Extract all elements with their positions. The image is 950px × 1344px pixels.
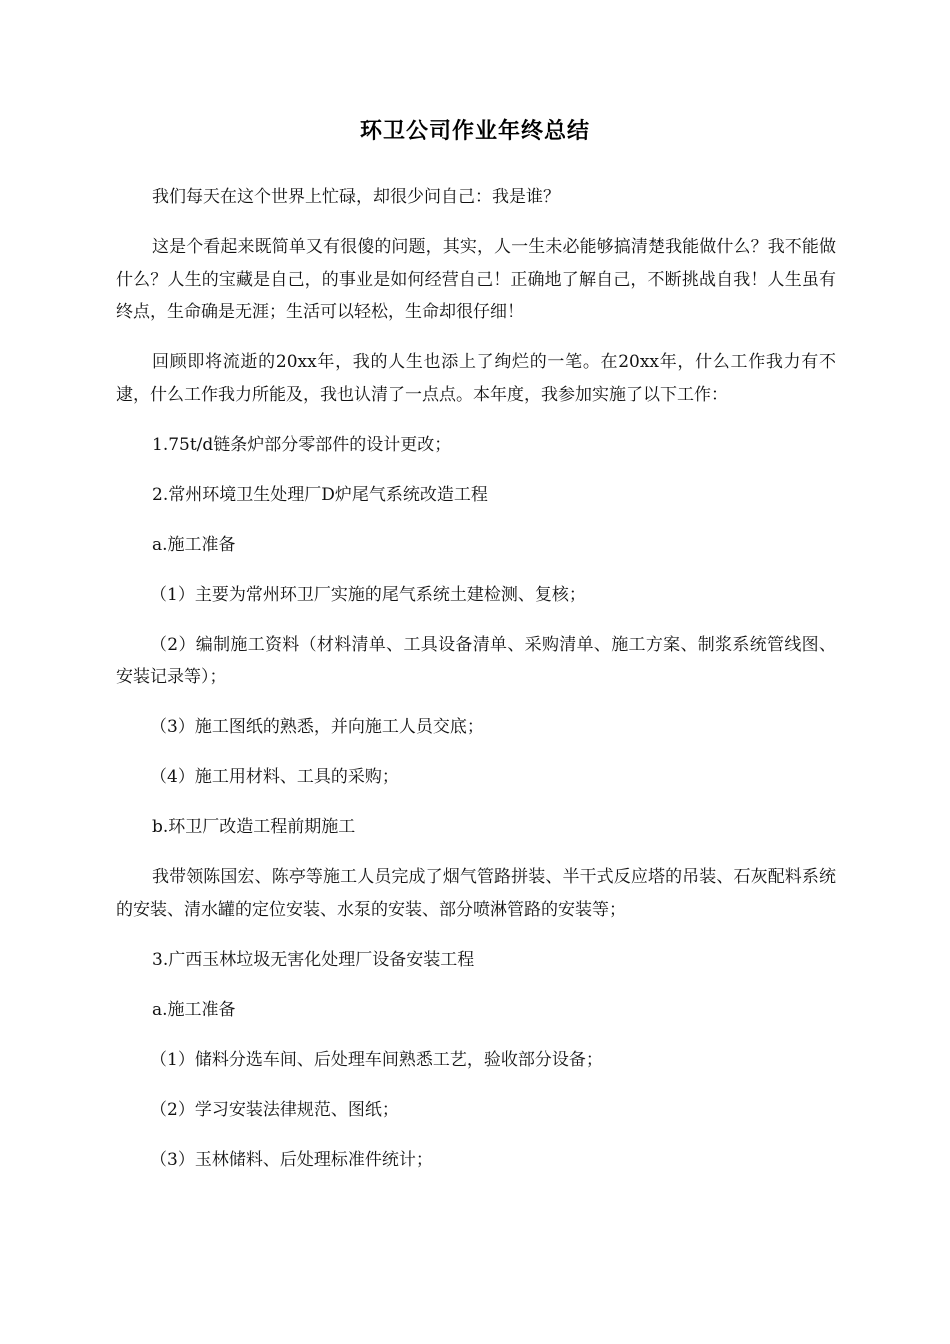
sub-item-2b: （2）学习安装法律规范、图纸； — [150, 1099, 399, 1120]
sub-item-1: （1）主要为常州环卫厂实施的尾气系统土建检测、复核； — [150, 584, 586, 605]
paragraph-self-reflection: 这是个看起来既简单又有很傻的问题，其实，人一生未必能够搞清楚我能做什么？我不能做什么？人生的宝藏是自己，的事业是如何经营自己！正确地了解自己，不断挑战自我！人生虽有终点，生命确是无涯；生活可以轻松，生命却很仔细！ — [116, 237, 836, 322]
subheading-b-early-construction: b.环卫厂改造工程前期施工 — [152, 817, 356, 837]
sub-item-2: （2）编制施工资料（材料清单、工具设备清单、采购清单、施工方案、制浆系统管线图、安装记录等）； — [116, 634, 836, 687]
sub-item-1b: （1）储料分选车间、后处理车间熟悉工艺，验收部分设备； — [150, 1049, 603, 1070]
list-item-3: 3.广西玉林垃圾无害化处理厂设备安装工程 — [152, 949, 475, 970]
sub-item-3b: （3）玉林储料、后处理标准件统计； — [150, 1149, 433, 1170]
list-item-2: 2.常州环境卫生处理厂D炉尾气系统改造工程 — [152, 484, 488, 505]
subheading-a-preparation-2: a.施工准备 — [152, 999, 236, 1020]
sub-item-3: （3）施工图纸的熟悉，并向施工人员交底； — [150, 717, 484, 737]
sub-item-4: （4）施工用材料、工具的采购； — [150, 767, 399, 787]
subheading-a-preparation: a.施工准备 — [152, 534, 236, 555]
paragraph-year-review: 回顾即将流逝的20xx年，我的人生也添上了绚烂的一笔。在20xx年，什么工作我力有不逮，什么工作我力所能及，我也认清了一点点。本年度，我参加实施了以下工作： — [116, 352, 836, 405]
document-title: 环卫公司作业年终总结 — [359, 119, 590, 144]
document-body — [116, 181, 836, 1194]
paragraph-intro-question: 我们每天在这个世界上忙碌，却很少问自己：我是谁？ — [152, 187, 560, 207]
paragraph-team-work: 我带领陈国宏、陈亭等施工人员完成了烟气管路拼装、半干式反应塔的吊装、石灰配料系统的安装、清水罐的定位安装、水泵的安装、部分喷淋管路的安装等； — [116, 867, 836, 920]
list-item-1: 1.75t/d链条炉部分零部件的设计更改； — [152, 434, 452, 455]
